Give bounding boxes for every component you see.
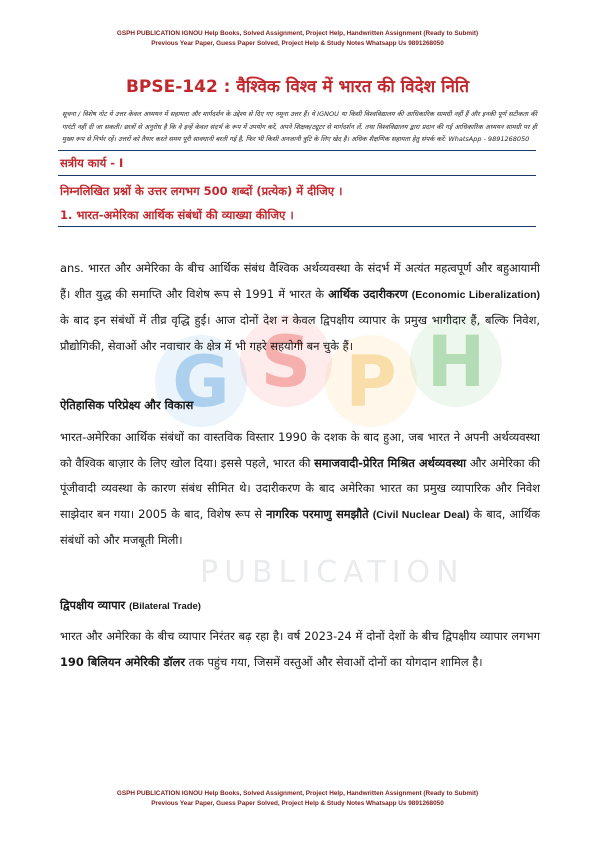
- bold-nuclear-deal: नागरिक परमाणु समझौते: [266, 506, 369, 521]
- bold-trade-value: 190 बिलियन अमेरिकी डॉलर: [60, 654, 185, 669]
- disclaimer-note: सूचना / विशेष नोट ये उत्तर केवल अध्ययन में सहायता और मार्गदर्शन के उद्देश्य से दिए गए नमूना उत्तर हैं। ये IGNOU या किसी विश्वविद्यालय की आधिकारिक सामग्री नहीं हैं और इनकी पूर्ण सटीकता की गारंटी नहीं दी जा सकती। छात्रों से अनुरोध है कि वे इन्हें केवल संदर्भ के रूप में उपयोग करें, अपने शिक्षक/ट्यूटर से मार्गदर्शन लें, तथा विश्वविद्यालय द्वारा प्रदान की गई आधिकारिक अध्ययन सामग्री पर ही मुख्य रूप से निर्भर रहें। उत्तरों को तैयार करते समय पूरी सावधानी बरती गई है, फिर भी किसी अनजानी त्रुटि के लिए खेद है। अधिक शैक्षणिक सहायता हेतु संपर्क करें: WhatsApp - 9891268050: [62, 110, 537, 144]
- assignment-instruction: निम्नलिखित प्रश्नों के उत्तर लगभग 500 शब्दों (प्रत्येक) में दीजिए ।: [60, 184, 343, 198]
- bold-mixed-economy: समाजवादी-प्रेरित मिश्रित अर्थव्यवस्था: [314, 455, 467, 470]
- section-heading-trade: द्विपक्षीय व्यापार (Bilateral Trade): [60, 598, 201, 612]
- divider-top: [58, 150, 536, 151]
- header-line-1: GSPH PUBLICATION IGNOU Help Books, Solved Assignment, Project Help, Handwritten Assignment (Ready to Submit): [116, 30, 479, 37]
- assignment-label: सत्रीय कार्य - I: [60, 156, 124, 170]
- watermark-letter-p: P: [345, 341, 397, 423]
- section-heading-history: ऐतिहासिक परिप्रेक्ष्य और विकास: [60, 398, 194, 412]
- answer-intro: ans. भारत और अमेरिका के बीच आर्थिक संबंध वैश्विक अर्थव्यवस्था के संदर्भ में अत्यंत महत्वपूर्ण और बहुआयामी हैं। शीत युद्ध की समाप्ति और विशेष रूप से 1991 में भारत के आर्थिक उदारीकरण (Economic Liberalization) के बाद इन संबंधों में तीव्र वृद्धि हुई। आज दोनों देश न केवल द्विपक्षीय व्यापार के प्रमुख भागीदार हैं, बल्कि निवेश, प्रौद्योगिकी, सेवाओं और नवाचार के क्षेत्र में भी गहरे सहयोगी बन चुके हैं।: [60, 261, 541, 353]
- divider-middle: [58, 175, 536, 176]
- header-line-2: Previous Year Paper, Guess Paper Solved, Project Help & Study Notes Whatsapp Us 9891268050: [151, 40, 444, 47]
- watermark-word: PUBLICATION: [200, 555, 465, 590]
- question-1: 1. भारत-अमेरिका आर्थिक संबंधों की व्याख्या कीजिए ।: [60, 208, 294, 222]
- divider-bottom: [58, 226, 536, 227]
- page-title: BPSE-142 : वैश्विक विश्व में भारत की विदेश निति: [125, 77, 470, 97]
- bold-nuclear-deal-en: (Civil Nuclear Deal): [372, 508, 470, 521]
- bold-economic-liberalization: आर्थिक उदारीकरण: [328, 286, 408, 301]
- bold-economic-liberalization-en: (Economic Liberalization): [411, 288, 541, 301]
- watermark-letter-h: H: [426, 321, 486, 403]
- footer-line-2: Previous Year Paper, Guess Paper Solved, Project Help & Study Notes Whatsapp Us 9891268050: [151, 800, 444, 807]
- section-history-paragraph: भारत-अमेरिका आर्थिक संबंधों का वास्तविक विस्तार 1990 के दशक के बाद हुआ, जब भारत ने अपनी अर्थव्यवस्था को वैश्विक बाज़ार के लिए खोल दिया। इससे पहले, भारत की समाजवादी-प्रेरित मिश्रित अर्थव्यवस्था और अमेरिका की पूंजीवादी व्यवस्था के कारण संबंध सीमित थे। उदारीकरण के बाद अमेरिका भारत का प्रमुख व्यापारिक और निवेश साझेदार बन गया। 2005 के बाद, विशेष रूप से नागरिक परमाणु समझौते (Civil Nuclear Deal) के बाद, आर्थिक संबंधों को और मजबूती मिली।: [60, 430, 541, 547]
- watermark-letter-g: G: [172, 341, 230, 423]
- watermark-letter-s: S: [260, 321, 312, 403]
- section-trade-paragraph: भारत और अमेरिका के बीच व्यापार निरंतर बढ़ रहा है। वर्ष 2023-24 में दोनों देशों के बीच द्विपक्षीय व्यापार लगभग 190 बिलियन अमेरिकी डॉलर तक पहुंच गया, जिसमें वस्तुओं और सेवाओं दोनों का योगदान शामिल है।: [60, 629, 540, 669]
- footer-line-1: GSPH PUBLICATION IGNOU Help Books, Solved Assignment, Project Help, Handwritten Assignment (Ready to Submit): [116, 790, 479, 797]
